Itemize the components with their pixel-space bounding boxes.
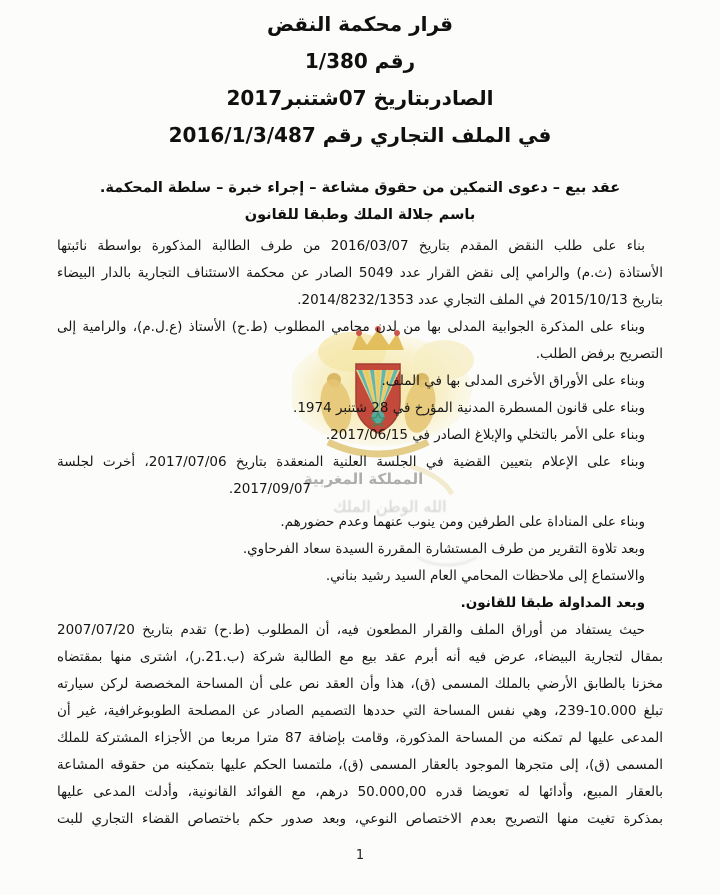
page-number: 1	[355, 848, 365, 863]
body-line: وبعد المداولة طبقا للقانون.	[460, 595, 645, 611]
body-line: وبناء على الأوراق الأخرى المدلى بها في الملف.	[381, 373, 645, 389]
body-line: بمقال لتجارية البيضاء، عرض فيه أنه أبرم عقد بيع مع الطالبة شركة (ب.21.ر)، اشترى منها بمقتضاه	[57, 649, 663, 665]
body-line: مخزنا بالطابق الأرضي بالملك المسمى (ق)، هذا وأن العقد نص على أن المساحة المخصصة لركن سيارته	[57, 676, 663, 692]
body-line: وبناء على المناداة على الطرفين ومن ينوب عنهما وعدم حضورهم.	[280, 514, 645, 530]
body-line: وبناء على الإعلام بتعيين القضية في الجلسة العلنية المنعقدة بتاريخ 2017/07/06، أخرت لجلسة	[57, 454, 646, 470]
body-line: وبناء على الأمر بالتخلي والإبلاغ الصادر في 2017/06/15.	[325, 427, 645, 443]
body-line: حيث يستفاد من أوراق الملف والقرار المطعون فيه، أن المطلوب (ط.ح) تقدم بتاريخ 2007/07/20	[57, 622, 645, 638]
body-line: بتاريخ 2015/10/13 في الملف التجاري عدد 2014/8232/1353.	[297, 292, 663, 308]
body-line: المدعى عليها لم تمكنه من المساحة المذكورة، وقامت بإضافة 87 مترا مربعا من الأجزاء المشتركة للملك	[57, 730, 663, 746]
body-line: الأستاذة (ث.م) والرامي إلى نقض القرار عدد 5049 الصادر عن محكمة الاستئناف التجارية بالدار البيضاء	[57, 265, 663, 281]
decision-number: رقم 1/380	[304, 49, 416, 73]
watermark-kingdom-text: المملكة المغربية	[303, 470, 424, 488]
body-line: تبلغ 10.000-239، وهي نفس المساحة التي حددها التصميم الصادر عن المصلحة الطوبوغرافية، غير أن	[57, 703, 663, 719]
in-the-name-of-the-king-line: باسم جلالة الملك وطبقا للقانون	[244, 207, 476, 223]
body-line: بناء على طلب النقض المقدم بتاريخ 2016/03/07 من طرف الطالبة المذكورة بواسطة نائبتها	[57, 238, 645, 254]
decision-title: قرار محكمة النقض	[266, 12, 453, 36]
watermark-motto-text: الله الوطن الملك	[333, 497, 447, 516]
body-line: وبناء على قانون المسطرة المدنية المؤرخ في 28 شتنبر 1974.	[293, 400, 645, 416]
case-subject-line: عقد بيع – دعوى التمكين من حقوق مشاعة – إجراء خبرة – سلطة المحكمة.	[99, 180, 621, 196]
decision-body	[57, 233, 663, 833]
body-line: وبعد تلاوة التقرير من طرف المستشارة المقررة السيدة سعاد الفرحاوي.	[242, 541, 645, 557]
body-line: وبناء على المذكرة الجوابية المدلى بها من لدن محامي المطلوب (ط.ح) الأستاذ (ع.ل.م)، والرامية إلى	[57, 319, 645, 335]
body-line: 2017/09/07.	[228, 481, 311, 497]
body-line: والاستماع إلى ملاحظات المحامي العام السيد رشيد بناني.	[325, 568, 645, 584]
case-file-number: في الملف التجاري رقم 2016/1/3/487	[168, 123, 552, 147]
body-line: بالعقار المبيع، وأدائها له تعويضا قدره 50.000,00 درهم، مع الفوائد القانونية، وأدلت المدعى عليها	[57, 784, 663, 800]
decision-date: الصادربتاريخ 07شتنبر2017	[226, 86, 494, 110]
body-line: بمذكرة تغيت منها التصريح بعدم الاختصاص النوعي، وبعد صدور حكم باختصاص القضاء التجاري للبت	[57, 811, 663, 827]
body-line: التصريح برفض الطلب.	[535, 346, 663, 362]
body-line: المسمى (ق)، إلى متجرها الموجود بالعقار المسمى (ق)، ملتمسا الحكم عليها بتمكينه من حقوقه المشاعة	[57, 757, 663, 773]
